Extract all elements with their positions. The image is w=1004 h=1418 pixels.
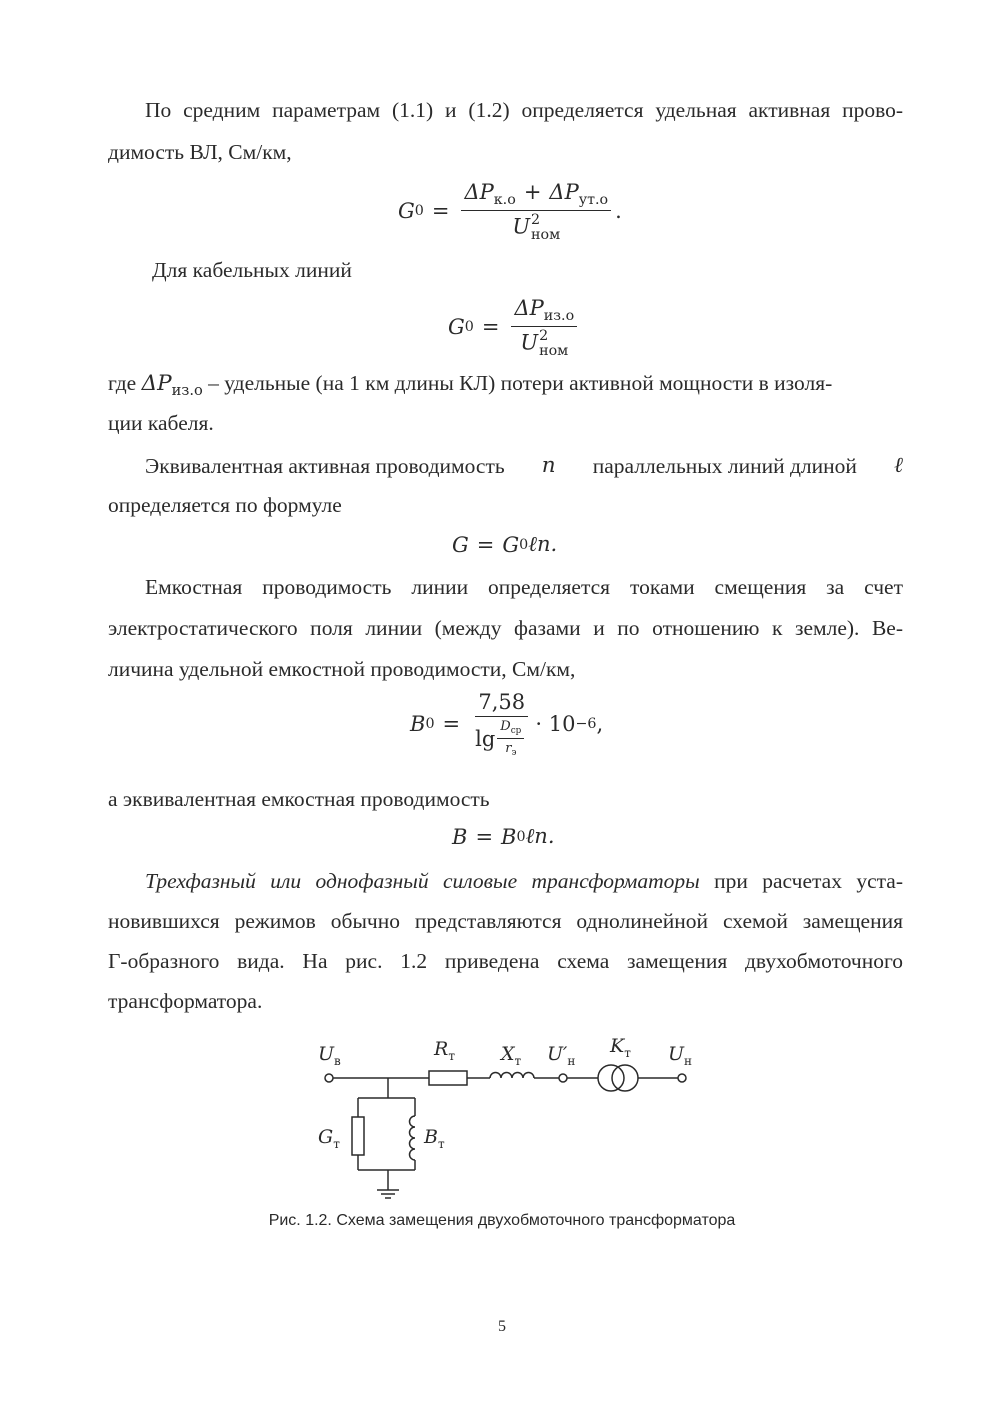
- paragraph-line: димость ВЛ, См/км,: [108, 140, 292, 164]
- label-un: $U_н$: [668, 1043, 693, 1068]
- page-number: 5: [498, 1318, 506, 1335]
- equation-b: B = B 0 ℓn.: [452, 824, 555, 849]
- paragraph-line: личина удельной емкостной проводимости, См/км,: [108, 657, 576, 681]
- equation-b0: B 0 = 7,58 lg $\frac{D_{ср}}{r_э}$ · 10 −6 ,: [410, 690, 604, 759]
- paragraph-line: новившихся режимов обычно представляются однолинейной схемой замещения: [108, 909, 903, 933]
- label-un-prime: $U'_н$: [547, 1043, 576, 1068]
- paragraph-line: где $\Delta P_{из.о}$ – удельные (на 1 км длины КЛ) потери активной мощности в изоля-: [108, 371, 833, 400]
- paragraph-line: электростатического поля линии (между фазами и по отношению к земле). Ве-: [108, 616, 903, 640]
- label-bt: $B_т$: [424, 1126, 445, 1151]
- terminal-un: [678, 1074, 686, 1082]
- paragraph-line: Трехфазный или однофазный силовые трансформаторы при расчетах уста-: [145, 869, 903, 893]
- resistor-rt: [429, 1071, 467, 1085]
- terminal-uv: [325, 1074, 333, 1082]
- paragraph-line: Емкостная проводимость линии определяется токами смещения за счет: [145, 575, 903, 599]
- paragraph-line: определяется по формуле: [108, 493, 342, 517]
- label-kt: $K_т$: [610, 1035, 631, 1060]
- fraction: 7,58 lg $\frac{D_{ср}}{r_э}$: [472, 690, 531, 758]
- paragraph-line: трансформатора.: [108, 989, 263, 1013]
- inductor-xt: [490, 1073, 534, 1079]
- label-rt: $R_т$: [434, 1038, 455, 1063]
- figure-caption: Рис. 1.2. Схема замещения двухобмоточного трансформатора: [268, 1212, 736, 1229]
- transformer-coil-left: [598, 1065, 624, 1091]
- paragraph-line: Для кабельных линий: [152, 258, 352, 282]
- equation-g0-cable: G 0 = $\Delta P_{из.о}$ U 2 ном: [448, 296, 581, 359]
- fraction: $\Delta P_{из.о}$ U 2 ном: [511, 296, 577, 359]
- transformer-equivalent-circuit: [300, 1030, 710, 1205]
- paragraph-line: а эквивалентная емкостная проводимость: [108, 787, 490, 811]
- paragraph-line: Г-образного вида. На рис. 1.2 приведена схема замещения двухобмоточного: [108, 949, 903, 973]
- transformer-coil-right: [612, 1065, 638, 1091]
- equation-g: G = G 0 ℓn.: [452, 532, 558, 557]
- equation-g0-overhead: G 0 = $\Delta P_{к.о} + \Delta P_{ут.о}$ U 2 ном .: [398, 180, 622, 243]
- label-gt: $G_т$: [318, 1126, 340, 1151]
- conductance-gt: [352, 1117, 364, 1155]
- paragraph-line: По средним параметрам (1.1) и (1.2) определяется удельная активная прово-: [145, 98, 903, 122]
- terminal-un-prime: [559, 1074, 567, 1082]
- fraction: $\Delta P_{к.о} + \Delta P_{ут.о}$ U 2 ном: [461, 180, 611, 243]
- label-uv: $U_в$: [318, 1043, 341, 1068]
- paragraph-line: Эквивалентная активная проводимость n параллельных линий длиной ℓ: [145, 453, 903, 478]
- susceptance-bt: [410, 1116, 416, 1160]
- paragraph-line: ции кабеля.: [108, 411, 214, 435]
- label-xt: $X_т$: [501, 1043, 522, 1068]
